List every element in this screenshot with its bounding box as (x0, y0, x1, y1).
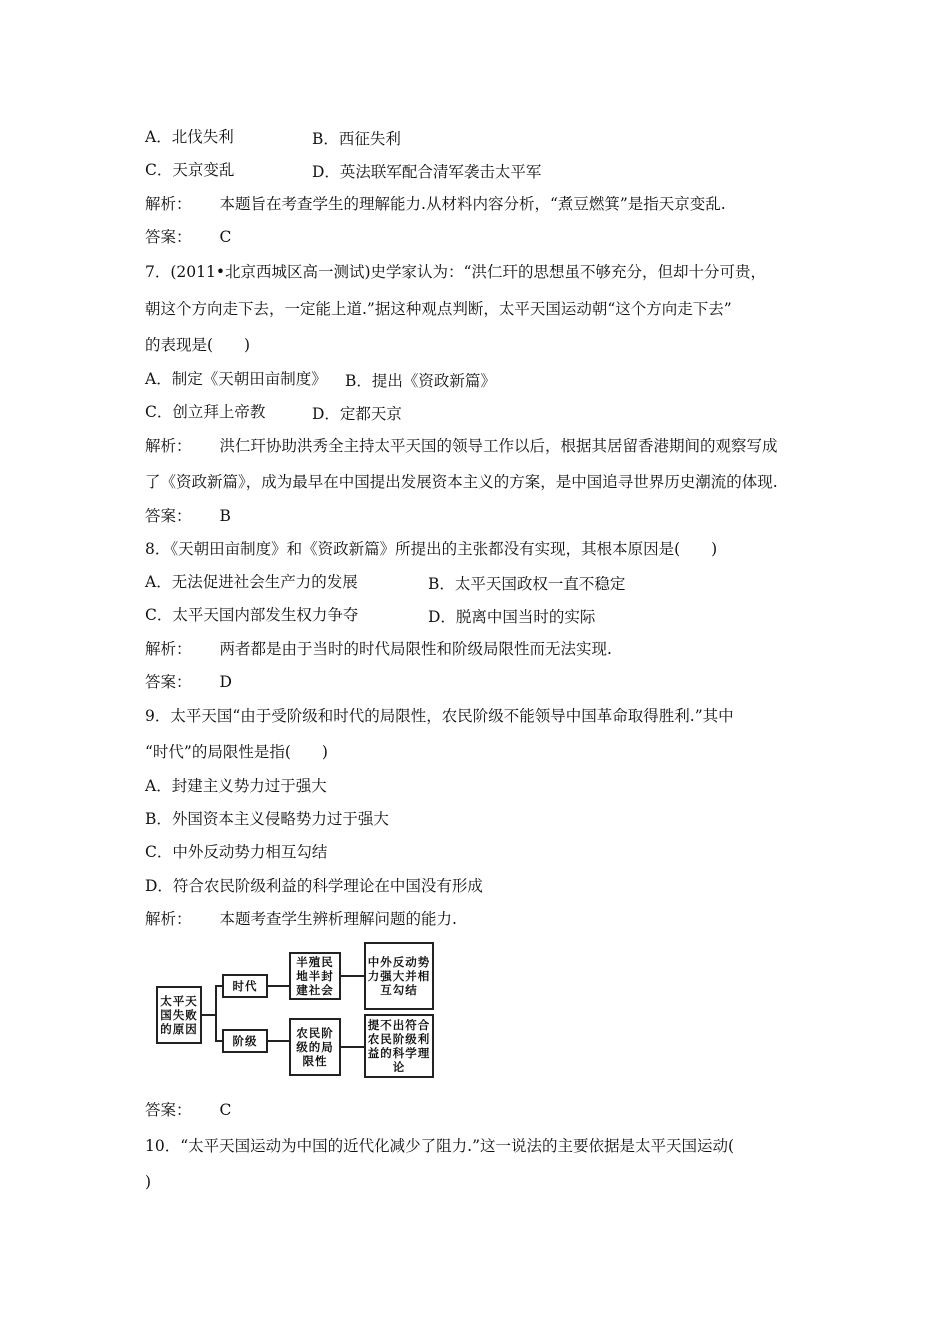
diagram-branch-era (222, 974, 268, 998)
diagram-class-end (364, 1014, 434, 1078)
connector (268, 1040, 290, 1042)
diagram-branch-era-text: 时代 (232, 979, 258, 993)
q8-option-a: A．无法促进社会生产力的发展 (145, 573, 358, 591)
diagram-era-mid-text: 半殖民地半封建社会 (296, 955, 334, 997)
analysis-label: 解析： (145, 195, 192, 213)
q9-analysis (145, 909, 457, 929)
q6-analysis-text: 本题旨在考查学生的理解能力.从材料内容分析，“煮豆燃箕”是指天京变乱. (219, 195, 726, 213)
q6-option-row-1 (145, 127, 234, 147)
analysis-label: 解析： (145, 437, 192, 455)
analysis-label: 解析： (145, 640, 192, 658)
answer-label: 答案： (145, 228, 192, 246)
q9-option-d: D．符合农民阶级利益的科学理论在中国没有形成 (145, 877, 483, 895)
q7-option-d: D．定都天京 (312, 405, 402, 423)
q8-stem: 8．《天朝田亩制度》和《资政新篇》所提出的主张都没有实现，其根本原因是( ) (145, 540, 718, 558)
diagram-class-mid-text: 农民阶级的局限性 (296, 1026, 334, 1068)
connector (341, 975, 365, 977)
q9-option-c: C．中外反动势力相互勾结 (145, 843, 328, 861)
answer-label: 答案： (145, 507, 192, 525)
q9-answer-value: C (219, 1101, 232, 1119)
diagram-era-mid (289, 952, 341, 1000)
q7-analysis-line-2: 了《资政新篇》，成为最早在中国提出发展资本主义的方案，是中国追寻世界历史潮流的体现. (145, 473, 778, 491)
q7-stem-line-1: 7．(2011•北京西城区高一测试)史学家认为：“洪仁玕的思想虽不够充分，但却十分可贵， (145, 263, 766, 281)
connector (215, 985, 217, 1042)
q6-option-b: B．西征失利 (312, 130, 401, 148)
q9-option-a: A．封建主义势力过于强大 (145, 777, 327, 795)
diagram-class-end-text: 提不出符合农民阶级利益的科学理论 (367, 1018, 431, 1074)
connector (202, 1014, 216, 1016)
q8-analysis-text: 两者都是由于当时的时代局限性和阶级局限性而无法实现. (219, 640, 612, 658)
q8-option-b: B．太平天国政权一直不稳定 (428, 575, 626, 593)
diagram-era-end-text: 中外反动势力强大并相互勾结 (367, 955, 431, 997)
q9-answer (145, 1100, 231, 1120)
q6-option-a: A．北伐失利 (145, 128, 234, 146)
diagram-root-text: 太平天国失败的原因 (160, 994, 198, 1036)
answer-label: 答案： (145, 1101, 192, 1119)
q8-answer-value: D (219, 673, 232, 691)
q7-stem-line-3: 的表现是( ) (145, 336, 251, 354)
q9-analysis-text: 本题考查学生辨析理解问题的能力. (219, 910, 457, 928)
diagram-branch-class (222, 1029, 268, 1053)
q6-answer-value: C (219, 228, 232, 246)
q9-stem-line-1: 9．太平天国“由于受阶级和时代的局限性，农民阶级不能领导中国革命取得胜利.”其中 (145, 707, 734, 725)
q7-analysis-line-1 (145, 436, 778, 456)
q6-option-row-2 (145, 160, 234, 180)
q9-stem-line-2: “时代”的局限性是指( ) (145, 743, 328, 761)
q10-stem-line-1: 10．“太平天国运动为中国的近代化减少了阻力.”这一说法的主要依据是太平天国运动( (145, 1137, 735, 1155)
q7-analysis-text-1: 洪仁玕协助洪秀全主持太平天国的领导工作以后，根据其居留香港期间的观察写成 (219, 437, 778, 455)
q6-analysis (145, 194, 726, 214)
analysis-label: 解析： (145, 910, 192, 928)
q8-answer (145, 672, 232, 692)
q8-option-c: C．太平天国内部发生权力争夺 (145, 606, 359, 624)
diagram-class-mid (289, 1018, 341, 1076)
diagram-branch-class-text: 阶级 (232, 1034, 258, 1048)
q7-answer-value: B (219, 507, 231, 525)
q7-option-b: B．提出《资政新篇》 (345, 372, 496, 390)
diagram-root-box (156, 986, 202, 1044)
diagram-era-end (364, 942, 434, 1010)
answer-label: 答案： (145, 673, 192, 691)
q7-stem-line-2: 朝这个方向走下去，一定能上道.”据这种观点判断，太平天国运动朝“这个方向走下去” (145, 300, 732, 318)
q6-option-d: D．英法联军配合清军袭击太平军 (312, 163, 542, 181)
q8-analysis (145, 639, 612, 659)
connector (268, 985, 290, 987)
q7-answer (145, 506, 231, 526)
cause-diagram (156, 942, 438, 1082)
q8-option-d: D．脱离中国当时的实际 (428, 608, 596, 626)
q10-stem-line-2: ) (145, 1173, 152, 1191)
connector (341, 1046, 365, 1048)
q7-option-a: A．制定《天朝田亩制度》 (145, 370, 327, 388)
q6-option-c: C．天京变乱 (145, 161, 235, 179)
q7-option-c: C．创立拜上帝教 (145, 403, 266, 421)
q9-option-b: B．外国资本主义侵略势力过于强大 (145, 810, 389, 828)
q6-answer (145, 227, 231, 247)
